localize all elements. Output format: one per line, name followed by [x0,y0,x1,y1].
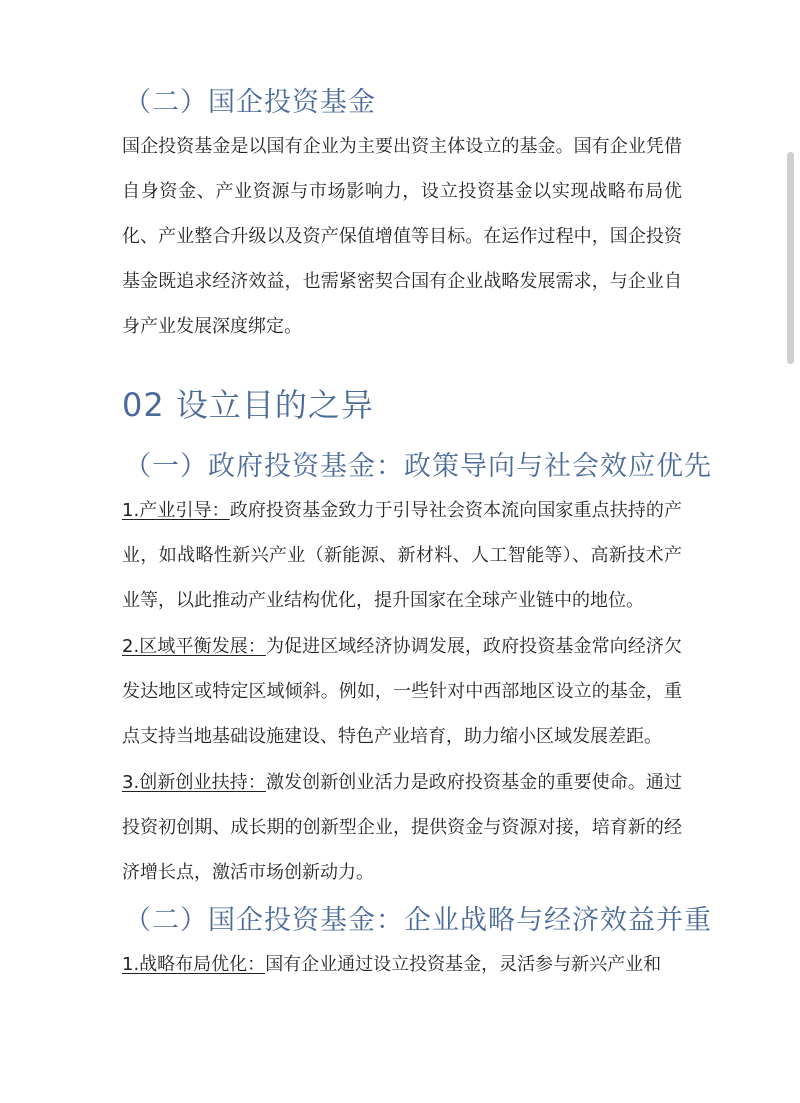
paragraph-strategic-layout [122,942,682,987]
section-heading-purpose-difference: 02 设立目的之异 [122,386,374,424]
paragraph-innovation-support [122,760,682,895]
paragraph-industry-guidance [122,488,682,623]
item-lead-regional-balance: 2.区域平衡发展： [122,636,266,657]
item-text-regional-balance: 为促进区域经济协调发展，政府投资基金常向经济欠发达地区或特定区域倾斜。例如，一些针对中西部地区设立的基金，重点支持当地基础设施建设、特色产业培育，助力缩小区域发展差距。 [122,636,682,747]
item-text-innovation-support: 激发创新创业活力是政府投资基金的重要使命。通过投资初创期、成长期的创新型企业，提供资金与资源对接，培育新的经济增长点，激活市场创新动力。 [122,772,682,883]
paragraph-soe-fund-definition: 国企投资基金是以国有企业为主要出资主体设立的基金。国有企业凭借自身资金、产业资源与市场影响力，设立投资基金以实现战略布局优化、产业整合升级以及资产保值增值等目标。在运作过程中，国企投资基金既追求经济效益，也需紧密契合国有企业战略发展需求，与企业自身产业发展深度绑定。 [122,136,682,337]
vertical-scrollbar-thumb[interactable] [787,152,794,364]
item-text-strategic-layout: 国有企业通过设立投资基金，灵活参与新兴产业和 [265,954,662,975]
section-heading-soe-fund: （二）国企投资基金 [124,87,376,118]
item-text-industry-guidance: 政府投资基金致力于引导社会资本流向国家重点扶持的产业，如战略性新兴产业（新能源、新材料、人工智能等）、高新技术产业等，以此推动产业结构优化，提升国家在全球产业链中的地位。 [122,500,682,611]
item-lead-strategic-layout: 1.战略布局优化： [122,954,266,975]
subheading-soe-fund-strategy: （二）国企投资基金：企业战略与经济效益并重 [124,905,712,936]
item-lead-innovation-support: 3.创新创业扶持： [122,772,266,793]
paragraph-regional-balance [122,624,682,759]
subheading-government-fund: （一）政府投资基金：政策导向与社会效应优先 [124,451,712,482]
item-lead-industry-guidance: 1.产业引导： [122,500,230,521]
